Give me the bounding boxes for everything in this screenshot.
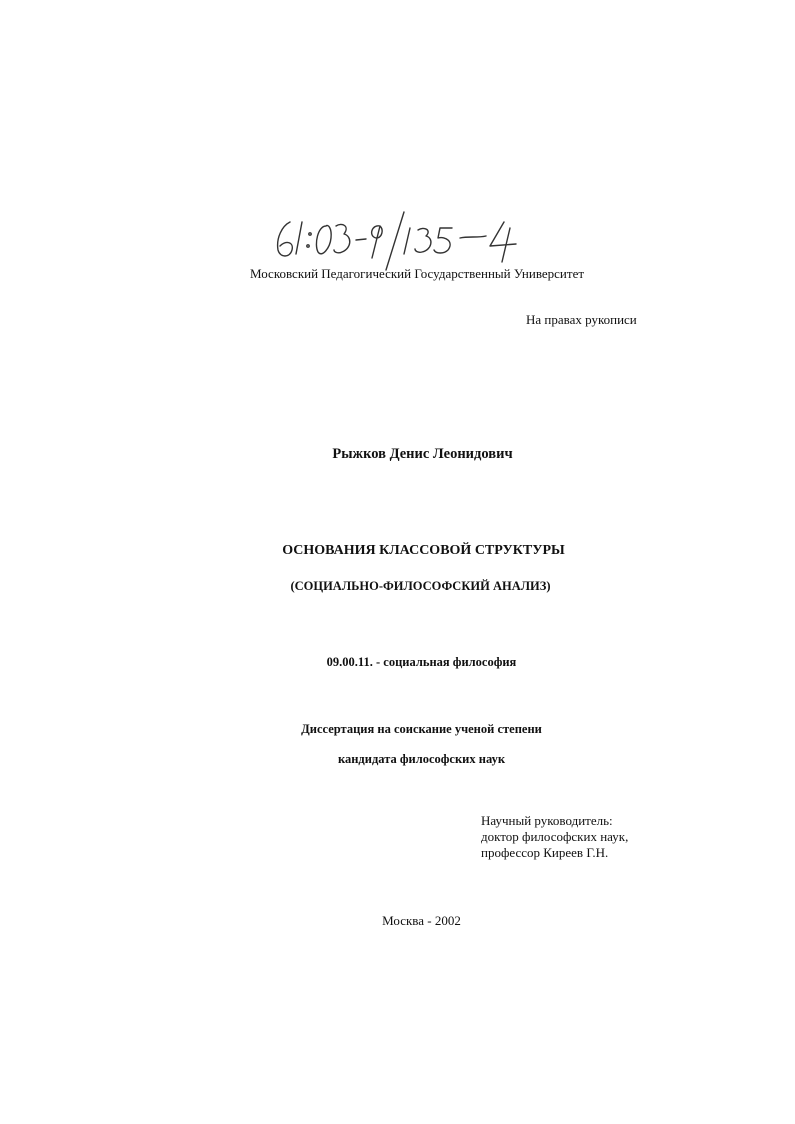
- dissertation-title: ОСНОВАНИЯ КЛАССОВОЙ СТРУКТУРЫ: [282, 543, 565, 558]
- handwritten-archive-mark: [268, 208, 538, 272]
- manuscript-note: На правах рукописи: [526, 312, 637, 327]
- degree-line-2: кандидата философских наук: [337, 752, 506, 766]
- degree-line-1: Диссертация на соискание ученой степени: [301, 722, 542, 736]
- author-name: Рыжков Денис Леонидович: [332, 446, 513, 462]
- supervisor-role: Научный руководитель:: [481, 813, 613, 828]
- university-name: Московский Педагогический Государственный Университет: [250, 266, 585, 281]
- dissertation-subtitle: (СОЦИАЛЬНО-ФИЛОСОФСКИЙ АНАЛИЗ): [290, 579, 551, 593]
- supervisor-name: профессор Киреев Г.Н.: [481, 845, 609, 860]
- specialty-code: 09.00.11. - социальная философия: [326, 655, 517, 669]
- place-and-year: Москва - 2002: [382, 913, 461, 928]
- supervisor-block: [481, 813, 628, 861]
- supervisor-degree: доктор философских наук,: [481, 829, 629, 844]
- handwritten-archive-mark-drawing: [268, 208, 538, 272]
